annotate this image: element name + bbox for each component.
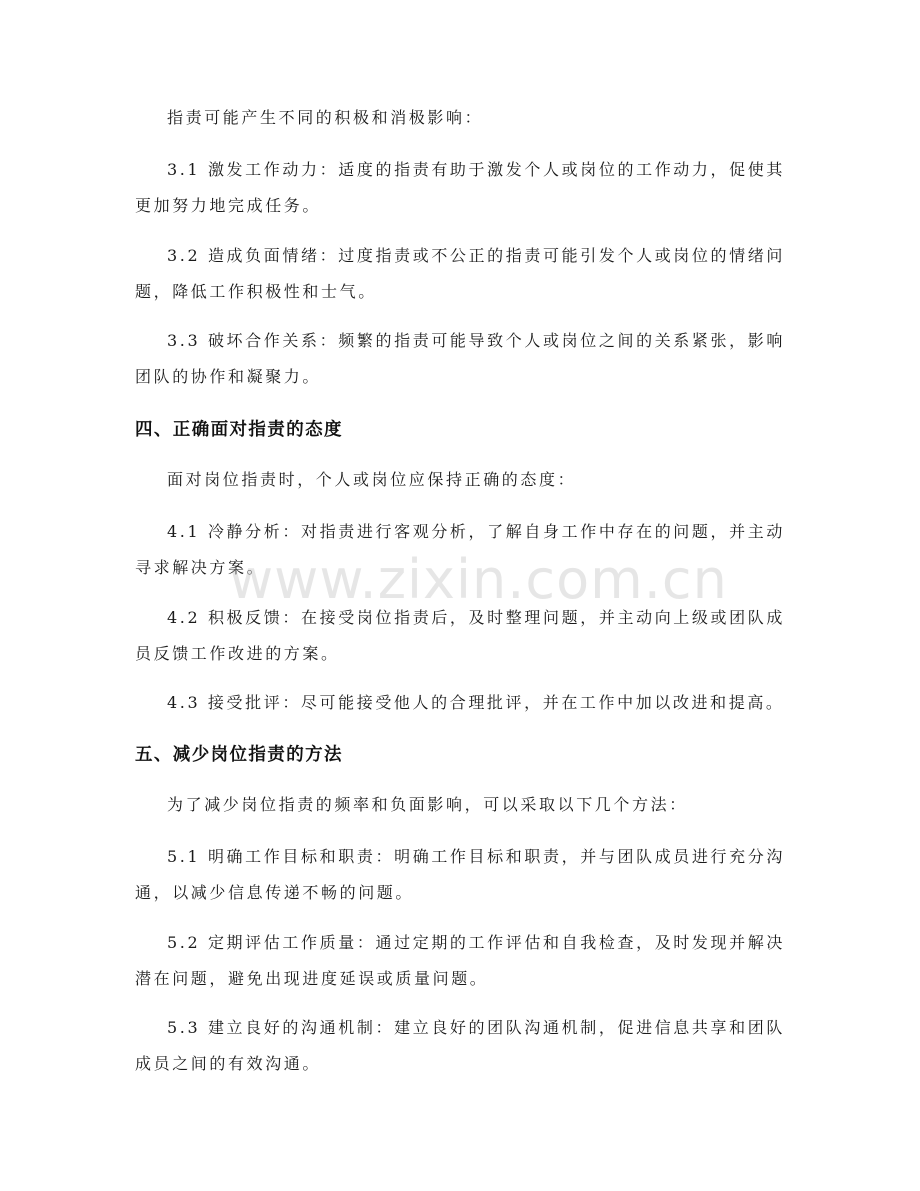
section5-heading: 五、减少岗位指责的方法: [135, 745, 343, 765]
paragraph-5-2: 5.2 定期评估工作质量：通过定期的工作评估和自我检查，及时发现并解决潜在问题，避免出现进度延误或质量问题。: [135, 933, 785, 988]
watermark-text: www.zixin.com.cn: [229, 548, 728, 611]
paragraph-5-3: 5.3 建立良好的沟通机制：建立良好的团队沟通机制，促进信息共享和团队成员之间的有效沟通。: [135, 1018, 785, 1073]
section4-heading: 四、正确面对指责的态度: [135, 420, 343, 440]
paragraph-4-2: 4.2 积极反馈：在接受岗位指责后，及时整理问题，并主动向上级或团队成员反馈工作改进的方案。: [135, 608, 785, 663]
paragraph-3-1: 3.1 激发工作动力：适度的指责有助于激发个人或岗位的工作动力，促使其更加努力地完成任务。: [135, 160, 785, 215]
section4-intro: 面对岗位指责时，个人或岗位应保持正确的态度：: [167, 470, 577, 489]
paragraph-3-3: 3.3 破坏合作关系：频繁的指责可能导致个人或岗位之间的关系紧张，影响团队的协作和凝聚力。: [135, 331, 785, 386]
section5-intro: 为了减少岗位指责的频率和负面影响，可以采取以下几个方法：: [167, 795, 688, 814]
paragraph-3-2: 3.2 造成负面情绪：过度指责或不公正的指责可能引发个人或岗位的情绪问题，降低工作积极性和士气。: [135, 246, 785, 301]
paragraph-4-3: 4.3 接受批评：尽可能接受他人的合理批评，并在工作中加以改进和提高。: [167, 693, 785, 712]
paragraph-5-1: 5.1 明确工作目标和职责：明确工作目标和职责，并与团队成员进行充分沟通，以减少信息传递不畅的问题。: [135, 847, 785, 902]
section3-intro: 指责可能产生不同的积极和消极影响：: [167, 108, 484, 127]
paragraph-4-1: 4.1 冷静分析：对指责进行客观分析，了解自身工作中存在的问题，并主动寻求解决方案。: [135, 522, 785, 577]
